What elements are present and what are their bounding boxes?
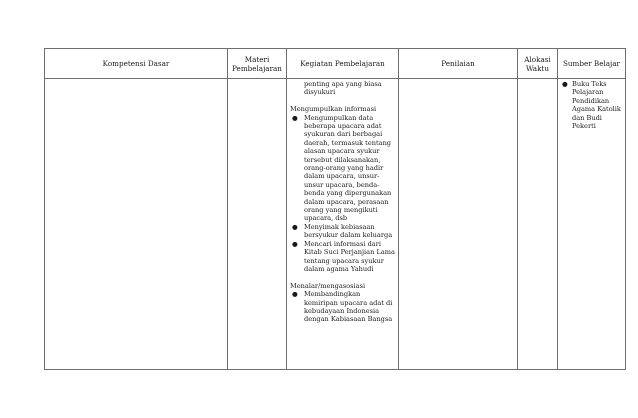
list-item <box>561 80 622 130</box>
header-kompetensi-dasar: Kompetensi Dasar <box>45 49 228 79</box>
section-mengumpulkan <box>290 105 395 273</box>
list-mengumpulkan <box>290 114 395 274</box>
bullet-icon: ● <box>292 222 298 231</box>
cell-penilaian <box>399 79 518 370</box>
list-item <box>290 223 395 240</box>
list-item-text: Menyimak kebiasaan bersyukur dalam keluarga <box>304 222 393 240</box>
header-materi-pembelajaran: Materi Pembelajaran <box>228 49 287 79</box>
section-heading-mengumpulkan: Mengumpulkan informasi <box>290 105 377 114</box>
list-item <box>290 114 395 223</box>
syllabus-table <box>44 48 626 370</box>
cell-kegiatan-pembelajaran <box>287 79 399 370</box>
list-menalar <box>290 290 395 324</box>
header-alokasi-waktu: Alokasi Waktu <box>518 49 558 79</box>
cell-alokasi-waktu <box>518 79 558 370</box>
table-header-row <box>45 49 626 79</box>
header-sumber-belajar: Sumber Belajar <box>558 49 626 79</box>
list-item-text: Mengumpulkan data beberapa upacara adat syukuran dari berbagai daerah, termasuk tentang alasan upacara syukur tersebut dilaksanakan, orang-orang yang hadir dalam upacara, unsur-unsur upacara, benda-benda yang dipergunakan dalam upacara, perasaan orang yang mengikuti upacara, dsb <box>304 113 392 223</box>
table-row <box>45 79 626 370</box>
cell-kompetensi-dasar <box>45 79 228 370</box>
list-item <box>290 290 395 324</box>
continuation-text: penting apa yang biasa disyukuri <box>304 80 382 97</box>
header-penilaian: Penilaian <box>399 49 518 79</box>
cell-sumber-belajar <box>558 79 626 370</box>
section-heading-menalar: Menalar/mengasosiasi <box>290 281 366 290</box>
list-item-text: Mencari informasi dari Kitab Suci Perjanjian Lama tentang upacara syukur dalam agama Yahudi <box>304 239 395 273</box>
bullet-icon: ● <box>292 239 298 248</box>
section-menalar <box>290 282 395 324</box>
list-item-text: Buku Teks Pelajaran Pendidikan Agama Katolik dan Budi Pekerti <box>572 80 621 131</box>
bullet-icon: ● <box>292 290 298 299</box>
bullet-icon: ● <box>562 80 568 88</box>
list-sumber-belajar <box>561 80 622 130</box>
bullet-icon: ● <box>292 113 298 122</box>
header-kegiatan-pembelajaran: Kegiatan Pembelajaran <box>287 49 399 79</box>
list-item-text: Membandingkan kemiripan upacara adat di kebudayaan Indonesia dengan Kabiasaan Bangsa <box>304 290 393 324</box>
cell-materi-pembelajaran <box>228 79 287 370</box>
list-item <box>290 240 395 274</box>
